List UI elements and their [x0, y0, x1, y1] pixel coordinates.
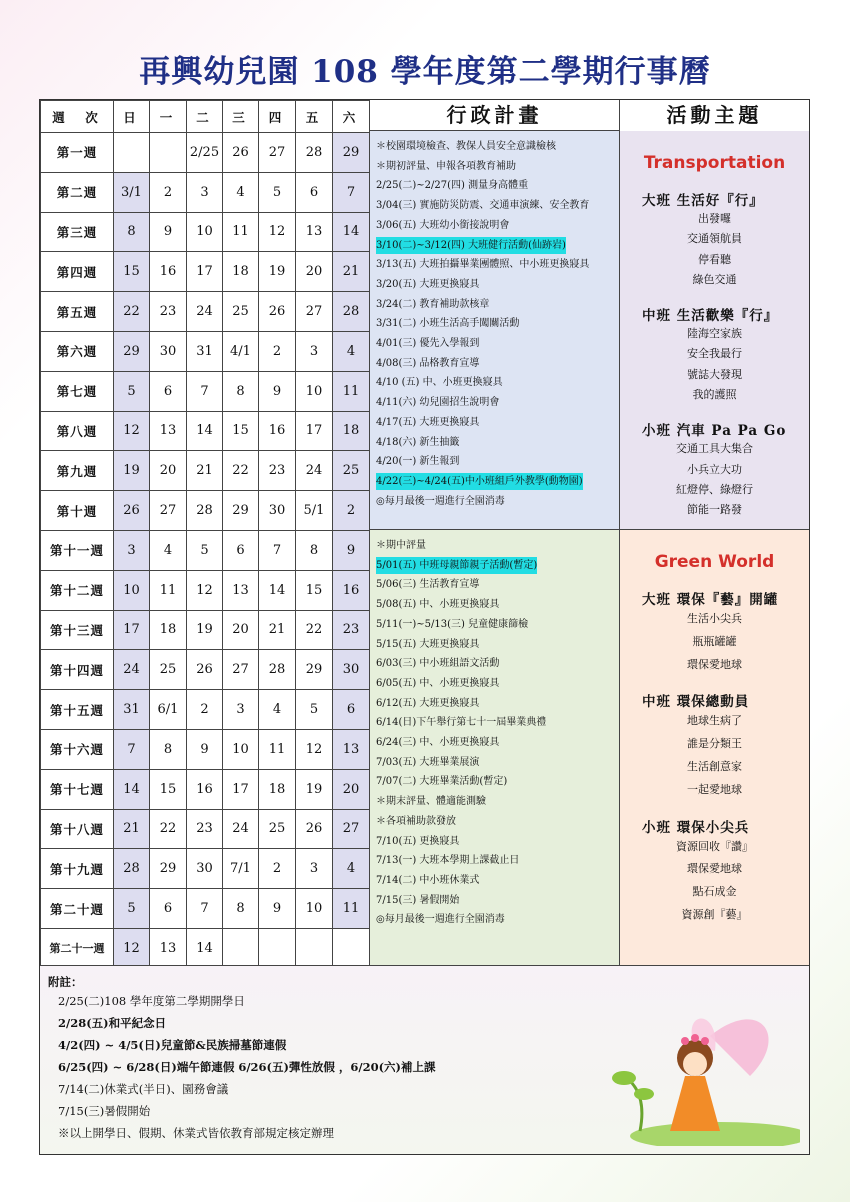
day-cell: 19 [187, 610, 223, 650]
plan-item: 7/07(二) 大班畢業活動(暫定) [376, 776, 508, 788]
day-cell: 25 [259, 809, 296, 849]
plan-item: ＊校園環境檢查、教保人員安全意識檢核 [376, 141, 556, 152]
note-line: 7/15(三)暑假開始 [58, 1104, 151, 1118]
header-day-3: 二 [187, 101, 223, 133]
activity-item: 停看聽 [698, 252, 731, 266]
day-cell: 5 [187, 530, 223, 570]
day-cell: 7 [333, 172, 370, 212]
day-cell: 20 [333, 769, 370, 809]
day-cell: 20 [150, 451, 187, 491]
class-group-title: 大班 生活好『行』 [642, 193, 764, 209]
plan-item: 4/01(三) 優先入學報到 [376, 338, 480, 350]
day-cell: 13 [150, 928, 187, 968]
day-cell: 26 [187, 650, 223, 690]
week-row [41, 411, 370, 451]
plan-item: 4/22(三)~4/24(五)中小班組戶外教學(動物園) [376, 473, 583, 490]
week-label: 第二十週 [41, 889, 114, 929]
activity-item: 安全我最行 [687, 347, 742, 361]
day-cell: 6/1 [150, 690, 187, 730]
day-cell: 25 [333, 451, 370, 491]
plan-item: ＊期末評量、體適能測驗 [376, 796, 486, 808]
week-label: 第二週 [41, 172, 114, 212]
activity-item: 陸海空家族 [687, 327, 742, 341]
day-cell: 22 [223, 451, 259, 491]
plan-item: 6/14(日)下午舉行第七十一屆畢業典禮 [376, 717, 547, 729]
plan-item: 4/17(五) 大班更換寢具 [376, 416, 480, 428]
week-row [41, 371, 370, 411]
theme-title: Transportation [643, 153, 786, 173]
day-cell: 21 [187, 451, 223, 491]
week-label: 第十六週 [41, 729, 114, 769]
day-cell: 7 [114, 729, 150, 769]
day-cell: 3 [223, 690, 259, 730]
day-cell: 27 [150, 491, 187, 531]
activity-item: 交通工具大集合 [676, 442, 753, 456]
plan-item: 3/31(二) 小班生活高手闖關活動 [376, 318, 520, 330]
activity-item: 地球生病了 [687, 714, 742, 728]
day-cell: 2 [150, 172, 187, 212]
day-cell: 30 [333, 650, 370, 690]
day-cell: 7 [187, 889, 223, 929]
day-cell: 11 [223, 212, 259, 252]
day-cell: 24 [114, 650, 150, 690]
day-cell: 26 [259, 292, 296, 332]
day-cell [296, 928, 333, 968]
day-cell: 14 [333, 212, 370, 252]
activity-item: 小兵立大功 [687, 462, 742, 476]
day-cell: 29 [296, 650, 333, 690]
week-label: 第五週 [41, 292, 114, 332]
day-cell: 5 [296, 690, 333, 730]
day-cell: 22 [296, 610, 333, 650]
day-cell: 23 [259, 451, 296, 491]
activity-item: 瓶瓶罐罐 [692, 634, 737, 648]
week-row [41, 491, 370, 531]
week-row [41, 690, 370, 730]
calendar-frame [39, 99, 810, 1155]
day-cell: 14 [259, 570, 296, 610]
day-cell: 6 [150, 371, 187, 411]
day-cell: 27 [223, 650, 259, 690]
note-line: ※以上開學日、假期、休業式皆依教育部規定核定辦理 [58, 1126, 334, 1140]
day-cell: 14 [114, 769, 150, 809]
day-cell: 8 [296, 530, 333, 570]
day-cell: 24 [296, 451, 333, 491]
plan-item: 5/11(一)~5/13(三) 兒童健康篩檢 [376, 618, 529, 630]
day-cell: 2/25 [187, 133, 223, 173]
note-line: 4/2(四) ~ 4/5(日)兒童節&民族掃墓節連假 [58, 1038, 287, 1052]
day-cell: 23 [150, 292, 187, 332]
week-row [41, 610, 370, 650]
day-cell: 29 [150, 849, 187, 889]
day-cell: 2 [259, 331, 296, 371]
day-cell: 28 [114, 849, 150, 889]
day-cell: 10 [296, 889, 333, 929]
activity-item: 節能一路發 [687, 503, 742, 517]
day-cell: 12 [114, 928, 150, 968]
plan-item: 4/11(六) 幼兒園招生說明會 [376, 397, 500, 409]
plan-item: ◎每月最後一週進行全園消毒 [376, 914, 505, 926]
day-cell: 27 [259, 133, 296, 173]
day-cell: 15 [223, 411, 259, 451]
activity-item: 誰是分類王 [687, 737, 742, 751]
day-cell: 30 [187, 849, 223, 889]
activity-item: 交通領航員 [687, 232, 742, 246]
theme-title: Green World [654, 552, 775, 572]
day-cell [150, 133, 187, 173]
day-cell: 10 [223, 729, 259, 769]
week-row [41, 928, 370, 968]
header-day-1: 日 [114, 101, 150, 133]
day-cell [259, 928, 296, 968]
day-cell: 29 [223, 491, 259, 531]
week-label: 第二十一週 [41, 928, 114, 968]
week-row [41, 729, 370, 769]
day-cell: 2 [259, 849, 296, 889]
week-row [41, 133, 370, 173]
plan-item: 7/03(五) 大班畢業展演 [376, 756, 480, 768]
day-cell: 12 [187, 570, 223, 610]
activity-item: 點石成金 [692, 885, 737, 899]
plan-item: 4/10 (五) 中、小班更換寢具 [376, 377, 503, 389]
day-cell: 8 [114, 212, 150, 252]
week-row [41, 849, 370, 889]
day-cell: 16 [150, 252, 187, 292]
activity-item: 生活創意家 [687, 759, 742, 773]
activity-theme-transportation [620, 131, 809, 529]
day-cell: 9 [259, 889, 296, 929]
day-cell: 18 [333, 411, 370, 451]
day-cell: 5/1 [296, 491, 333, 531]
day-cell: 12 [296, 729, 333, 769]
week-label: 第十三週 [41, 610, 114, 650]
week-row [41, 769, 370, 809]
week-label: 第七週 [41, 371, 114, 411]
plan-item: 5/15(五) 大班更換寢具 [376, 638, 480, 650]
week-row [41, 331, 370, 371]
day-cell [333, 928, 370, 968]
day-cell: 30 [150, 331, 187, 371]
week-row [41, 809, 370, 849]
day-cell: 22 [114, 292, 150, 332]
day-cell: 7 [259, 530, 296, 570]
day-cell: 9 [333, 530, 370, 570]
week-row [41, 212, 370, 252]
class-group-title: 小班 環保小尖兵 [642, 819, 750, 836]
day-cell: 8 [223, 889, 259, 929]
day-cell: 6 [223, 530, 259, 570]
day-cell: 27 [333, 809, 370, 849]
day-cell: 8 [150, 729, 187, 769]
day-cell: 10 [187, 212, 223, 252]
fairy-girl-illustration [600, 996, 800, 1146]
header-day-7: 六 [333, 101, 370, 133]
day-cell: 13 [333, 729, 370, 769]
day-cell: 21 [114, 809, 150, 849]
plan-item: 7/10(五) 更換寢具 [376, 835, 460, 847]
day-cell: 18 [223, 252, 259, 292]
activity-item: 資源創『藝』 [681, 907, 748, 921]
week-label: 第四週 [41, 252, 114, 292]
class-group-title: 大班 環保『藝』開罐 [642, 592, 779, 608]
notes-title: 附註： [48, 975, 83, 989]
day-cell: 25 [150, 650, 187, 690]
week-label: 第八週 [41, 411, 114, 451]
day-cell: 30 [259, 491, 296, 531]
plan-item: 7/13(一) 大班本學期上課截止日 [376, 855, 520, 867]
week-label: 第六週 [41, 331, 114, 371]
day-cell: 18 [150, 610, 187, 650]
day-cell: 3/1 [114, 172, 150, 212]
activity-item: 號誌大發現 [687, 367, 742, 381]
day-cell: 12 [259, 212, 296, 252]
week-row [41, 650, 370, 690]
calendar-table [40, 100, 370, 969]
activity-item: 我的護照 [692, 388, 737, 402]
week-label: 第十週 [41, 491, 114, 531]
day-cell: 15 [150, 769, 187, 809]
day-cell: 31 [187, 331, 223, 371]
week-row [41, 889, 370, 929]
plan-item: 6/24(三) 中、小班更換寢具 [376, 737, 500, 749]
plan-item: 4/18(六) 新生抽籤 [376, 436, 460, 448]
plan-item: 7/14(二) 中小班休業式 [376, 874, 480, 886]
day-cell: 9 [259, 371, 296, 411]
week-row [41, 451, 370, 491]
header-day-6: 五 [296, 101, 333, 133]
day-cell: 28 [296, 133, 333, 173]
week-row [41, 252, 370, 292]
day-cell: 11 [150, 570, 187, 610]
day-cell: 14 [187, 928, 223, 968]
day-cell: 5 [114, 371, 150, 411]
day-cell: 19 [114, 451, 150, 491]
day-cell: 12 [114, 411, 150, 451]
day-cell: 4 [259, 690, 296, 730]
day-cell: 4 [150, 530, 187, 570]
week-row [41, 530, 370, 570]
week-label: 第十七週 [41, 769, 114, 809]
note-line: 7/14(二)休業式(半日)、園務會議 [58, 1082, 229, 1096]
page-title: 再興幼兒園 108 學年度第二學期行事曆 [139, 54, 711, 90]
day-cell: 17 [223, 769, 259, 809]
plan-item: ＊期初評量、申報各項教育補助 [376, 160, 516, 172]
day-cell: 28 [333, 292, 370, 332]
plan-item: ◎每月最後一週進行全園消毒 [376, 495, 505, 507]
day-cell: 3 [187, 172, 223, 212]
plan-item: 4/08(三) 品格教育宣導 [376, 357, 480, 369]
day-cell: 17 [187, 252, 223, 292]
day-cell: 13 [150, 411, 187, 451]
week-row [41, 292, 370, 332]
day-cell: 16 [187, 769, 223, 809]
day-cell: 15 [114, 252, 150, 292]
plan-item: 6/05(五) 中、小班更換寢具 [376, 677, 500, 689]
day-cell: 19 [259, 252, 296, 292]
day-cell: 11 [259, 729, 296, 769]
plan-item: 6/12(五) 大班更換寢具 [376, 697, 480, 709]
day-cell: 8 [223, 371, 259, 411]
day-cell: 27 [296, 292, 333, 332]
day-cell: 5 [114, 889, 150, 929]
week-label: 第一週 [41, 133, 114, 173]
day-cell: 13 [296, 212, 333, 252]
day-cell: 3 [296, 849, 333, 889]
week-label: 第十九週 [41, 849, 114, 889]
plan-item: 3/04(三) 實施防災防震、交通車演練、安全教育 [376, 200, 590, 212]
plan-item: 5/01(五) 中班母親節親子活動(暫定) [376, 557, 537, 574]
plan-item: ＊期中評量 [376, 540, 426, 551]
day-cell: 26 [296, 809, 333, 849]
day-cell: 10 [296, 371, 333, 411]
day-cell: 7 [187, 371, 223, 411]
day-cell: 20 [223, 610, 259, 650]
note-line: 6/25(四) ~ 6/28(日)端午節連假 6/26(五)彈性放假 ，6/20(六)補上課 [58, 1060, 436, 1074]
day-cell: 10 [114, 570, 150, 610]
activity-theme-green-world [620, 529, 809, 965]
class-group-title: 中班 生活歡樂『行』 [642, 308, 779, 325]
day-cell: 5 [259, 172, 296, 212]
class-group-title: 中班 環保總動員 [642, 694, 750, 711]
day-cell: 19 [296, 769, 333, 809]
plan-item: 6/03(三) 中小班組語文活動 [376, 658, 500, 670]
header-day-5: 四 [259, 101, 296, 133]
plan-item: 2/25(二)~2/27(四) 測量身高體重 [376, 180, 529, 192]
day-cell: 4 [333, 331, 370, 371]
week-label: 第十一週 [41, 530, 114, 570]
day-cell: 17 [114, 610, 150, 650]
day-cell: 14 [187, 411, 223, 451]
activity-item: 紅燈停、綠燈行 [676, 482, 753, 496]
plan-item: 5/08(五) 中、小班更換寢具 [376, 599, 500, 611]
day-cell: 24 [187, 292, 223, 332]
day-cell: 18 [259, 769, 296, 809]
day-cell: 4/1 [223, 331, 259, 371]
day-cell: 21 [259, 610, 296, 650]
day-cell: 26 [114, 491, 150, 531]
day-cell: 11 [333, 889, 370, 929]
day-cell: 6 [333, 690, 370, 730]
day-cell: 11 [333, 371, 370, 411]
day-cell: 28 [259, 650, 296, 690]
day-cell [223, 928, 259, 968]
day-cell: 9 [150, 212, 187, 252]
day-cell: 28 [187, 491, 223, 531]
plan-item: 3/10(二)~3/12(四) 大班健行活動(仙跡岩) [376, 237, 566, 254]
plan-item: 7/15(三) 暑假開始 [376, 894, 460, 906]
day-cell: 6 [296, 172, 333, 212]
day-cell: 15 [296, 570, 333, 610]
class-group-title: 小班 汽車 Pa Pa Go [642, 423, 787, 440]
plan-item: ＊各項補助款發放 [376, 815, 456, 827]
day-cell: 29 [333, 133, 370, 173]
day-cell: 26 [223, 133, 259, 173]
plan-item: 3/24(二) 教育補助款核章 [376, 298, 490, 310]
day-cell: 29 [114, 331, 150, 371]
day-cell: 16 [333, 570, 370, 610]
plan-item: 3/20(五) 大班更換寢具 [376, 278, 480, 290]
day-cell: 3 [296, 331, 333, 371]
day-cell: 3 [114, 530, 150, 570]
plan-item: 5/06(三) 生活教育宣導 [376, 579, 480, 591]
activity-header: 活動主題 [620, 100, 809, 132]
day-cell: 6 [150, 889, 187, 929]
day-cell: 23 [187, 809, 223, 849]
plan-item: 3/06(五) 大班幼小銜接說明會 [376, 219, 510, 231]
day-cell: 13 [223, 570, 259, 610]
day-cell: 4 [333, 849, 370, 889]
activity-item: 一起愛地球 [687, 782, 742, 796]
day-cell: 24 [223, 809, 259, 849]
activity-item: 環保愛地球 [687, 862, 742, 876]
calendar-header-row [41, 101, 370, 133]
day-cell: 20 [296, 252, 333, 292]
week-label: 第十五週 [41, 690, 114, 730]
day-cell: 23 [333, 610, 370, 650]
week-row [41, 570, 370, 610]
header-day-4: 三 [223, 101, 259, 133]
activity-item: 綠色交通 [692, 272, 737, 286]
plan-list-first-half [369, 131, 620, 529]
activity-item: 生活小尖兵 [687, 612, 742, 625]
activity-item: 資源回收『讚』 [676, 839, 753, 853]
day-cell: 31 [114, 690, 150, 730]
note-line: 2/28(五)和平紀念日 [58, 1016, 167, 1030]
day-cell: 2 [187, 690, 223, 730]
week-row [41, 172, 370, 212]
header-day-2: 一 [150, 101, 187, 133]
day-cell: 2 [333, 491, 370, 531]
day-cell: 7/1 [223, 849, 259, 889]
day-cell: 22 [150, 809, 187, 849]
note-line: 2/25(二)108 學年度第二學期開學日 [58, 994, 245, 1008]
activity-item: 出發囉 [698, 212, 731, 225]
week-label: 第三週 [41, 212, 114, 252]
week-label: 第九週 [41, 451, 114, 491]
plan-header: 行政計畫 [369, 100, 620, 131]
day-cell: 4 [223, 172, 259, 212]
day-cell: 9 [187, 729, 223, 769]
header-week: 週 次 [41, 101, 114, 133]
plan-list-second-half [369, 529, 620, 965]
activity-item: 環保愛地球 [687, 657, 742, 671]
day-cell: 17 [296, 411, 333, 451]
plan-item: 3/13(五) 大班拍攝畢業團體照、中小班更換寢具 [376, 259, 590, 271]
plan-item: 4/20(一) 新生報到 [376, 456, 460, 468]
day-cell [114, 133, 150, 173]
day-cell: 16 [259, 411, 296, 451]
notes-section [40, 965, 809, 1154]
week-label: 第十二週 [41, 570, 114, 610]
week-label: 第十八週 [41, 809, 114, 849]
day-cell: 21 [333, 252, 370, 292]
day-cell: 25 [223, 292, 259, 332]
week-label: 第十四週 [41, 650, 114, 690]
